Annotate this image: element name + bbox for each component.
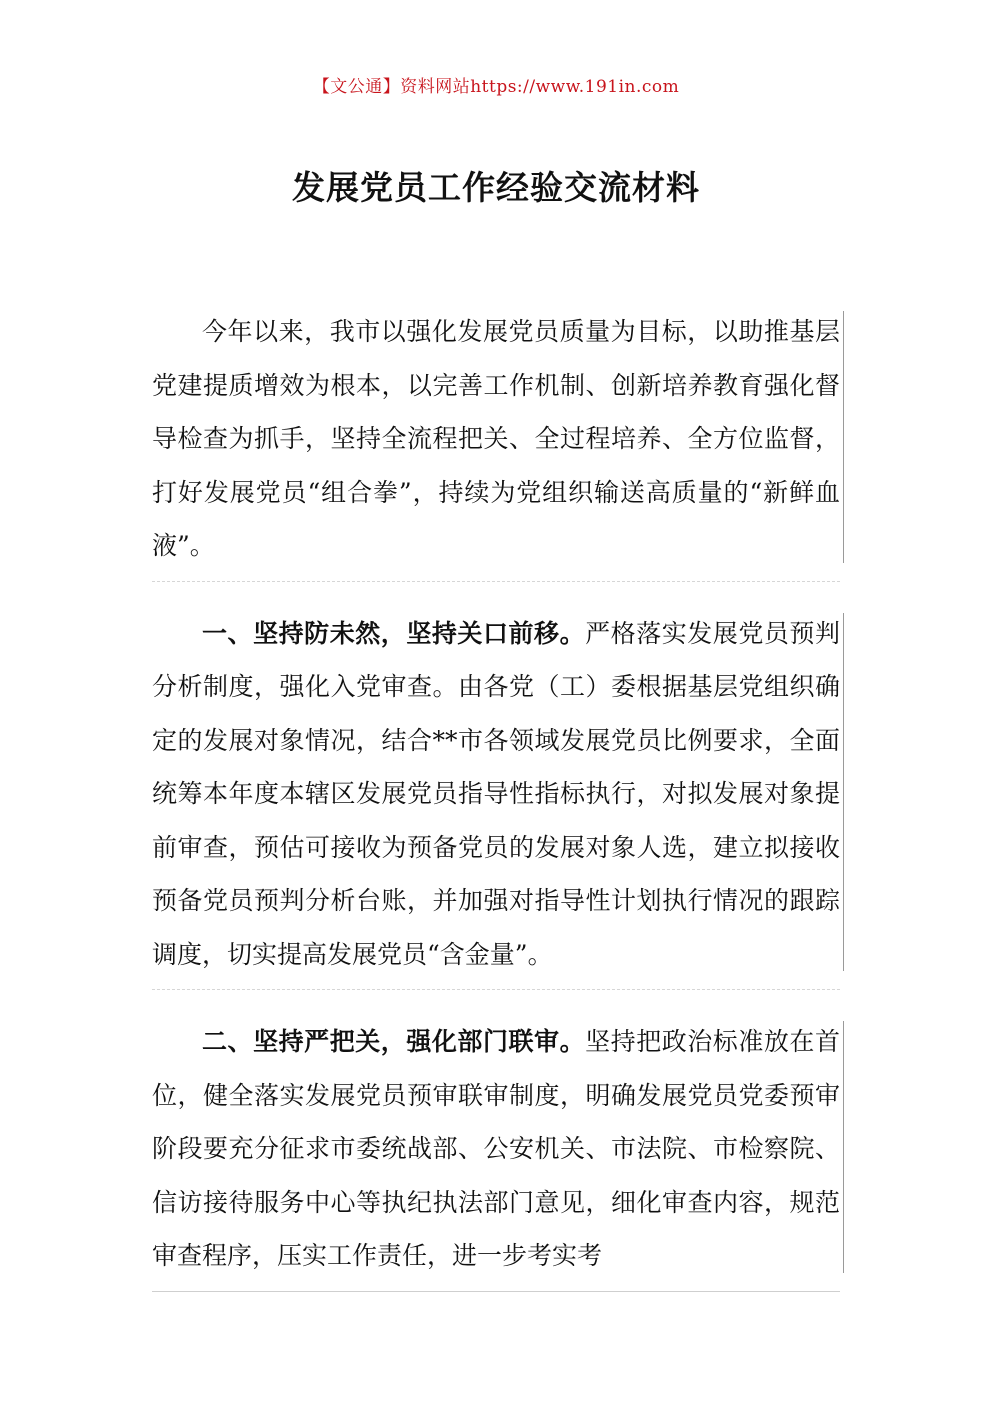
paragraph-intro — [152, 305, 840, 582]
paragraph-text: 严格落实发展党员预判分析制度，强化入党审查。由各党（工）委根据基层党组织确定的发展对象情况，结合**市各领域发展党员比例要求，全面统筹本年度本辖区发展党员指导性指标执行，对拟发展对象提前审查，预估可接收为预备党员的发展对象人选，建立拟接收预备党员预判分析台账，并加强对指导性计划执行情况的跟踪调度，切实提高发展党员“含金量”。 — [152, 618, 840, 969]
paragraph-text: 今年以来，我市以强化发展党员质量为目标，以助推基层党建提质增效为根本，以完善工作机制、创新培养教育强化督导检查为抓手，坚持全流程把关、全过程培养、全方位监督，打好发展党员“组合拳”，持续为党组织输送高质量的“新鲜血液”。 — [152, 317, 840, 560]
paragraph-lead: 二、坚持严把关，强化部门联审。 — [202, 1027, 586, 1056]
site-header[interactable]: 【文公通】资料网站https://www.191in.com — [312, 77, 680, 97]
paragraph-section-1 — [152, 607, 840, 991]
paragraph-lead: 一、坚持防未然，坚持关口前移。 — [202, 618, 586, 648]
paragraph-text: 坚持把政治标准放在首位，健全落实发展党员预审联审制度，明确发展党员党委预审阶段要充分征求市委统战部、公安机关、市法院、市检察院、信访接待服务中心等执纪执法部门意见，细化审查内容，规范审查程序，压实工作责任，进一步考实考 — [152, 1027, 840, 1270]
document-body — [152, 305, 840, 1306]
document-title: 发展党员工作经验交流材料 — [292, 168, 700, 207]
paragraph-section-2 — [152, 1015, 840, 1292]
